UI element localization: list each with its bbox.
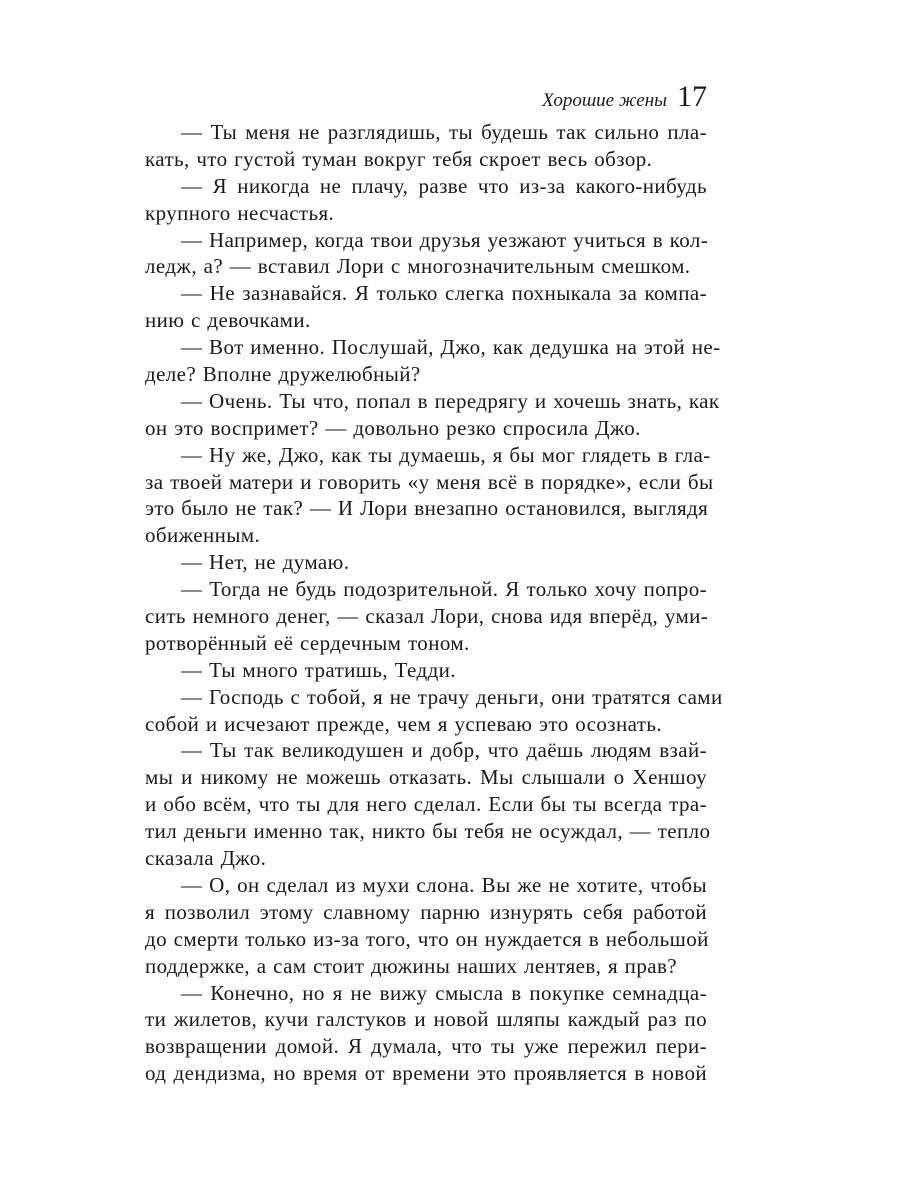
- text-line: сить немного денег, — сказал Лори, снова идя вперёд, уми-: [145, 604, 709, 629]
- body-text: [145, 119, 723, 1087]
- text-line: мы и никому не можешь отказать. Мы слышали о Хеншоу: [145, 765, 707, 790]
- text-line: ледж, а? — вставил Лори с многозначительным смешком.: [145, 254, 691, 279]
- text-line: — Ты так великодушен и добр, что даёшь людям взай-: [181, 738, 707, 763]
- text-line: — О, он сделал из мухи слона. Вы же не хотите, чтобы: [181, 872, 707, 897]
- running-title: Хорошие жены: [542, 90, 667, 111]
- text-line: поддержке, а сам стоит дюжины наших лентяев, я прав?: [145, 953, 677, 978]
- text-line: тил деньги именно так, никто бы тебя не осуждал, — тепло: [145, 819, 711, 844]
- text-line: — Например, когда твои друзья уезжают учиться в кол-: [181, 227, 709, 252]
- text-line: сказала Джо.: [145, 846, 267, 871]
- text-line: ти жилетов, кучи галстуков и новой шляпы каждый раз по: [145, 1007, 707, 1032]
- text-line: — Я никогда не плачу, разве что из-за какого-нибудь: [181, 173, 707, 198]
- text-line: — Очень. Ты что, попал в передрягу и хочешь знать, как: [181, 388, 720, 413]
- text-line: — Не зазнавайся. Я только слегка похныкала за компа-: [181, 281, 707, 306]
- text-line: за твоей матери и говорить «у меня всё в порядке», если бы: [145, 469, 714, 494]
- text-line: собой и исчезают прежде, чем я успеваю это осознать.: [145, 711, 663, 736]
- text-line: крупного несчастья.: [145, 200, 335, 225]
- text-line: ротворённый её сердечным тоном.: [145, 630, 470, 655]
- text-line: нию с девочками.: [145, 308, 311, 333]
- running-head: [145, 80, 707, 114]
- text-line: он это воспримет? — довольно резко спросила Джо.: [145, 415, 641, 440]
- page-number: 17: [677, 80, 707, 113]
- text-line: деле? Вполне дружелюбный?: [145, 362, 421, 387]
- text-line: — Ты меня не разглядишь, ты будешь так сильно пла-: [181, 120, 707, 144]
- text-line: — Господь с тобой, я не трачу деньги, они тратятся сами: [181, 684, 723, 709]
- text-line: возвращении домой. Я думала, что ты уже пережил пери-: [145, 1034, 707, 1059]
- text-line: — Ты много тратишь, Тедди.: [181, 657, 456, 682]
- text-line: — Конечно, но я не вижу смысла в покупке семнадца-: [181, 980, 707, 1005]
- text-line: и обо всём, что ты для него сделал. Если бы ты всегда тра-: [145, 792, 707, 817]
- text-line: я позволил этому славному парню изнурять себя работой: [145, 899, 707, 924]
- text-line: — Вот именно. Послушай, Джо, как дедушка на этой не-: [181, 335, 721, 360]
- text-line: это было не так? — И Лори внезапно остановился, выглядя: [145, 496, 709, 521]
- text-line: — Тогда не будь подозрительной. Я только хочу попро-: [181, 577, 707, 602]
- text-line: до смерти только из-за того, что он нуждается в небольшой: [145, 926, 709, 951]
- text-line: од дендизма, но время от времени это проявляется в новой: [145, 1061, 707, 1086]
- text-line: — Ну же, Джо, как ты думаешь, я бы мог глядеть в гла-: [181, 442, 711, 467]
- text-line: кать, что густой туман вокруг тебя скроет весь обзор.: [145, 146, 653, 171]
- text-line: обиженным.: [145, 523, 261, 548]
- text-line: — Нет, не думаю.: [181, 550, 350, 575]
